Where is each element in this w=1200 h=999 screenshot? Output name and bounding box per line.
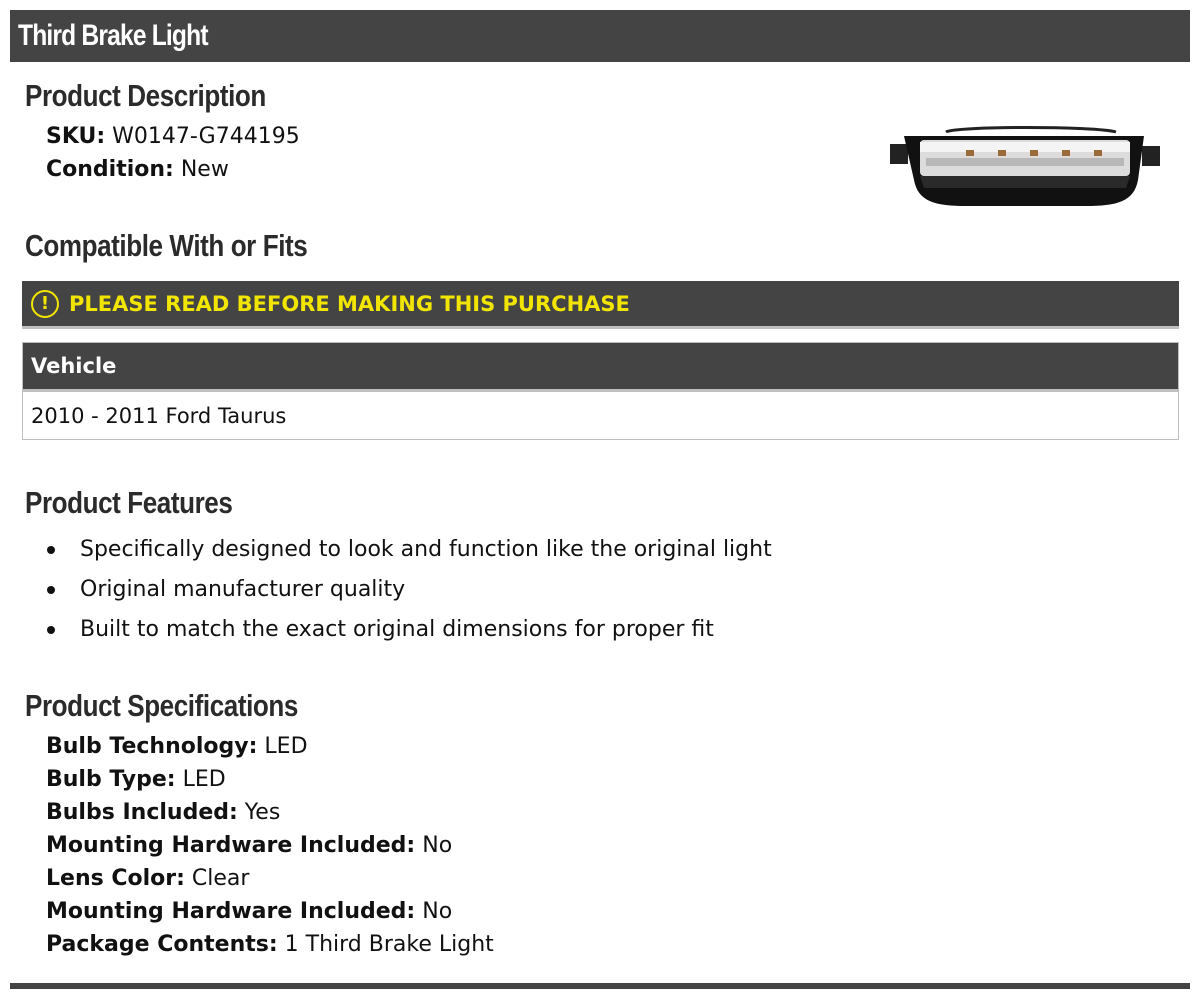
bottom-divider	[10, 983, 1190, 989]
product-specifications-heading: Product Specifications	[25, 688, 298, 723]
sku-label: SKU:	[46, 124, 106, 149]
condition-row	[46, 153, 229, 186]
spec-value: Yes	[244, 800, 281, 825]
feature-text: Specifically designed to look and function like the original light	[80, 537, 772, 562]
vehicle-fitment-table	[22, 342, 1179, 440]
compatibility-heading: Compatible With or Fits	[25, 228, 308, 263]
exclamation-circle-icon: !	[31, 290, 59, 318]
list-item	[0, 530, 772, 570]
spec-row	[46, 895, 452, 928]
spec-row	[46, 862, 249, 895]
product-image	[886, 122, 1164, 214]
sku-row	[46, 120, 300, 153]
bullet-icon	[47, 626, 55, 634]
feature-text: Original manufacturer quality	[80, 577, 406, 602]
page-title: Third Brake Light	[18, 19, 208, 52]
list-item	[0, 570, 772, 610]
spec-label: Bulb Technology:	[46, 734, 258, 759]
spec-row	[46, 763, 226, 796]
notice-text: PLEASE READ BEFORE MAKING THIS PURCHASE	[69, 291, 630, 316]
spec-value: No	[422, 899, 453, 924]
spec-row	[46, 796, 280, 829]
bullet-icon	[47, 546, 55, 554]
spec-row	[46, 829, 452, 862]
spec-value: LED	[264, 734, 308, 759]
list-item	[0, 610, 772, 650]
spec-value: LED	[182, 767, 226, 792]
spec-value: No	[422, 833, 453, 858]
spec-value: Clear	[191, 866, 250, 891]
feature-text: Built to match the exact original dimensions for proper fit	[80, 617, 714, 642]
product-description-heading: Product Description	[25, 78, 266, 113]
condition-value: New	[180, 157, 229, 182]
spec-label: Lens Color:	[46, 866, 185, 891]
purchase-notice	[22, 281, 1179, 329]
spec-row	[46, 928, 494, 961]
table-row: 2010 - 2011 Ford Taurus	[31, 403, 287, 428]
features-list	[0, 530, 772, 650]
spec-label: Mounting Hardware Included:	[46, 833, 416, 858]
spec-label: Bulb Type:	[46, 767, 176, 792]
product-features-heading: Product Features	[25, 485, 233, 520]
spec-row	[46, 730, 308, 763]
page-title-bar	[10, 10, 1190, 62]
bullet-icon	[47, 586, 55, 594]
spec-value: 1 Third Brake Light	[284, 932, 494, 957]
vehicle-column-header: Vehicle	[23, 343, 1178, 392]
condition-label: Condition:	[46, 157, 174, 182]
spec-label: Bulbs Included:	[46, 800, 238, 825]
spec-label: Package Contents:	[46, 932, 278, 957]
sku-value: W0147-G744195	[112, 124, 300, 149]
spec-label: Mounting Hardware Included:	[46, 899, 416, 924]
